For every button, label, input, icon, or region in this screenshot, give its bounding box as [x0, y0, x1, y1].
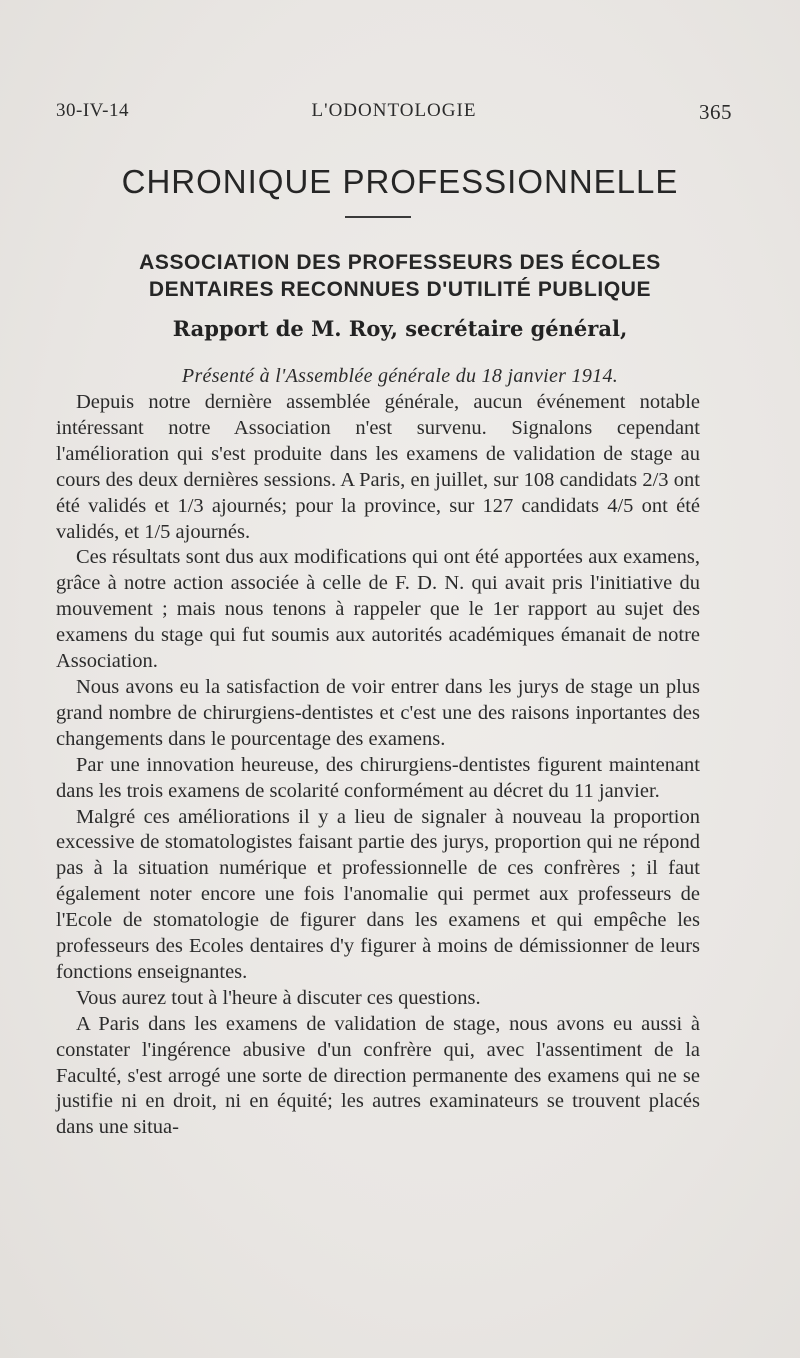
paragraph-2: Ces résultats sont dus aux modifications qui ont été apportées aux examens, grâce à notre action associée à celle de F. D. N. qui avait pris l'initiative du mouvement ; mais nous tenons à rappeler que le 1er rapport au sujet des examens du stage qui fut soumis aux autorités académiques émanait de notre Association.	[56, 546, 700, 673]
issue-date: 30-IV-14	[56, 100, 129, 121]
paragraph-4: Par une innovation heureuse, des chirurgiens-dentistes figurent maintenant dans les trois examens de scolarité conformément au décret du 11 janvier.	[56, 753, 700, 802]
association-title	[0, 249, 800, 303]
section-title: CHRONIQUE PROFESSIONNELLE	[121, 163, 679, 200]
journal-title: L'ODONTOLOGIE	[311, 100, 477, 121]
association-title-line-1: ASSOCIATION DES PROFESSEURS DES ÉCOLES	[139, 251, 661, 274]
paragraph-5: Malgré ces améliorations il y a lieu de signaler à nouveau la proportion excessive de stomatologistes faisant partie des jurys, proportion qui ne répond pas à la situation numérique et professionnelle de ces confrères ; il faut également noter encore une fois l'anomalie qui permet aux professeurs de l'Ecole de stomatologie de figurer dans les examens et qui empêche les professeurs des Ecoles dentaires d'y figurer à moins de démissionner de leurs fonctions enseignantes.	[56, 805, 700, 983]
paragraph-6: Vous aurez tout à l'heure à discuter ces questions.	[76, 986, 481, 1009]
article-body	[56, 381, 700, 1141]
title-rule	[345, 216, 411, 218]
association-title-line-2: DENTAIRES RECONNUES D'UTILITÉ PUBLIQUE	[148, 278, 652, 301]
paragraph-1: Depuis notre dernière assemblée générale, aucun événement notable intéressant notre Association n'est survenu. Signalons cependant l'amélioration qui s'est produite dans les examens de validation de stage au cours des deux dernières sessions. A Paris, en juillet, sur 108 candidats 2/3 ont été validés et 1/3 ajournés; pour la province, sur 127 candidats 4/5 ont été validés, et 1/5 ajournés.	[56, 391, 700, 543]
page-number: 365	[699, 100, 732, 124]
running-head	[56, 100, 732, 128]
presented-line: Présenté à l'Assemblée générale du 18 janvier 1914.	[181, 365, 619, 387]
paragraph-7: A Paris dans les examens de validation de stage, nous avons eu aussi à constater l'ingérence abusive d'un confrère qui, avec l'assentiment de la Faculté, s'est arrogé une sorte de direction permanente des examens qui ne se justifie ni en droit, ni en équité; les autres examinateurs se trouvent placés dans une situa-	[56, 1012, 700, 1139]
report-title: Rapport de M. Roy, secrétaire général,	[172, 316, 628, 341]
paragraph-3: Nous avons eu la satisfaction de voir entrer dans les jurys de stage un plus grand nombre de chirurgiens-dentistes et c'est une des raisons inportantes des changements dans le pourcentage des examens.	[56, 675, 700, 750]
